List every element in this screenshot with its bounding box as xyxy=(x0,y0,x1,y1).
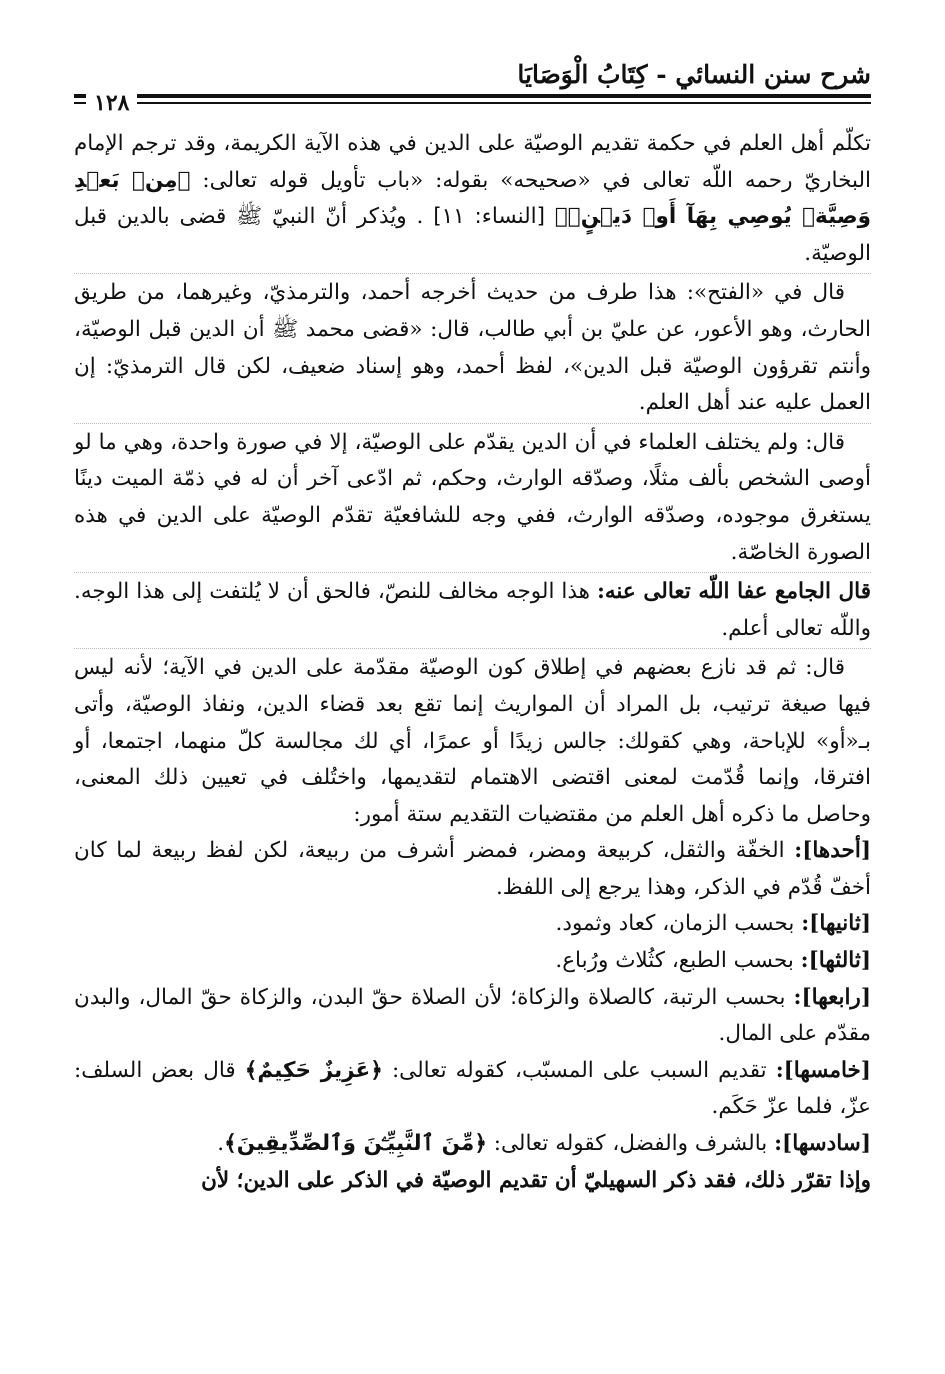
paragraph-11 xyxy=(74,1126,871,1163)
paragraph-3: قال: ولم يختلف العلماء في أن الدين يقدّم على الوصيّة، إلا في صورة واحدة، وهي ما لو أوصى الشخص بألف مثلًا، وصدّقه الوارث، وحكم، ثم ادّعى آخر أن له في ذمّة الميت دينًا يستغرق موجوده، وصدّقه الوارث، ففي وجه للشافعيّة تقدّم الوصيّة على الدين في هذه الصورة الخاصّة. xyxy=(74,423,871,571)
bold-lead: [رابعها]: xyxy=(793,984,871,1010)
text-span: تقديم السبب على المسبّب، كقوله تعالى: xyxy=(382,1057,776,1083)
paragraph-7 xyxy=(74,906,871,943)
text-span: بحسب الزمان، كعاد وثمود. xyxy=(555,911,802,937)
page-number-bar xyxy=(74,90,264,116)
paragraph-1 xyxy=(74,126,871,272)
running-title: شرح سنن النسائي - كِتَابُ الْوَصَايَا xyxy=(517,60,871,89)
bold-lead: [ثالثها]: xyxy=(800,948,871,974)
paragraph-4 xyxy=(74,572,871,647)
text-span: . ويُذكر أنّ النبيّ ﷺ قضى بالدين قبل الوصيّة. xyxy=(74,204,871,266)
paragraph-12 xyxy=(74,1163,871,1200)
page-body xyxy=(74,126,871,1334)
page-header xyxy=(74,52,871,116)
bold-lead: قال الجامع عفا اللّه تعالى عنه: xyxy=(596,579,871,605)
text-span: هذا الوجه مخالف للنصّ، فالحق أن لا يُلتفت إلى هذا الوجه. واللّه تعالى أعلم. xyxy=(74,579,871,641)
bold-lead: [ثانيها]: xyxy=(801,911,871,937)
text-span: الخفّة والثقل، كربيعة ومضر، فمضر أشرف من ربيعة، لكن لفظ ربيعة لما كان أخفّ قُدّم في الذكر، وهذا يرجع إلى اللفظ. xyxy=(74,838,871,900)
text-span: قال بعض السلف: عزّ، فلما عزّ حَكَم. xyxy=(74,1057,871,1120)
bold-lead: وإذا تقرّر ذلك، فقد ذكر السهيليّ أن تقديم الوصيّة في الذكر على الدين؛ لأن xyxy=(201,1167,871,1193)
text-span: بحسب الطبع، كثُلاث ورُباع. xyxy=(555,948,801,974)
paragraph-5: قال: ثم قد نازع بعضهم في إطلاق كون الوصيّة مقدّمة على الدين في الآية؛ لأنه ليس فيها صيغة ترتيب، بل المراد أن المواريث إنما تقع بعد قضاء الدين، ونفاذ الوصيّة، وأتى بـ«أو» للإباحة، وهي كقولك: جالس زيدًا أو عمرًا، أي لك مجالسة كلّ منهما، اجتمعا، أو افترقا، وإنما قُدّمت لمعنى اقتضى الاهتمام لتقديمها، واختُلف في تعيين ذلك المعنى، وحاصل ما ذكره أهل العلم من مقتضيات التقديم ستة أمور: xyxy=(74,648,871,833)
text-span: . xyxy=(217,1131,225,1157)
bold-lead: [خامسها]: xyxy=(775,1057,871,1083)
bold-lead: [أحدها]: xyxy=(794,838,871,864)
paragraph-8 xyxy=(74,943,871,980)
paragraph-6 xyxy=(74,833,871,906)
quran-verse: ﴿مِّنَ ٱلنَّبِيِّـۧنَ وَٱلصِّدِّيقِينَ﴾ xyxy=(224,1131,487,1157)
text-span: بالشرف والفضل، كقوله تعالى: xyxy=(486,1131,775,1157)
quran-verse: ﴿عَزِيزٌ حَكِيمٌ﴾ xyxy=(244,1057,383,1083)
bold-lead: [سادسها]: xyxy=(774,1131,871,1157)
page-number: ١٢٨ xyxy=(86,90,137,116)
text-span: بحسب الرتبة، كالصلاة والزكاة؛ لأن الصلاة حقّ البدن، والزكاة حقّ المال، والبدن مقدّم على المال. xyxy=(74,984,871,1047)
verse-reference: [النساء: ١١] xyxy=(423,204,555,230)
paragraph-9 xyxy=(74,980,871,1053)
paragraph-10 xyxy=(74,1053,871,1126)
paragraph-2: قال في «الفتح»: هذا طرف من حديث أخرجه أحمد، والترمذيّ، وغيرهما، من طريق الحارث، وهو الأعور، عن عليّ بن أبي طالب، قال: «قضى محمد ﷺ أن الدين قبل الوصيّة، وأنتم تقرؤون الوصيّة قبل الدين»، لفظ أحمد، وهو إسناد ضعيف، لكن قال الترمذيّ: إن العمل عليه عند أهل العلم. xyxy=(74,273,871,421)
quran-verse: ﴿مِنۢ بَعۡدِ وَصِيَّةٖ يُوصِي بِهَآ أَوۡ دَيۡنٍۗ﴾ xyxy=(74,167,871,230)
text-span: تكلّم أهل العلم في حكمة تقديم الوصيّة على الدين في هذه الآية الكريمة، وقد ترجم الإمام البخاريّ رحمه اللّه تعالى في «صحيحه» بقوله: «باب تأويل قوله تعالى: xyxy=(74,131,871,193)
